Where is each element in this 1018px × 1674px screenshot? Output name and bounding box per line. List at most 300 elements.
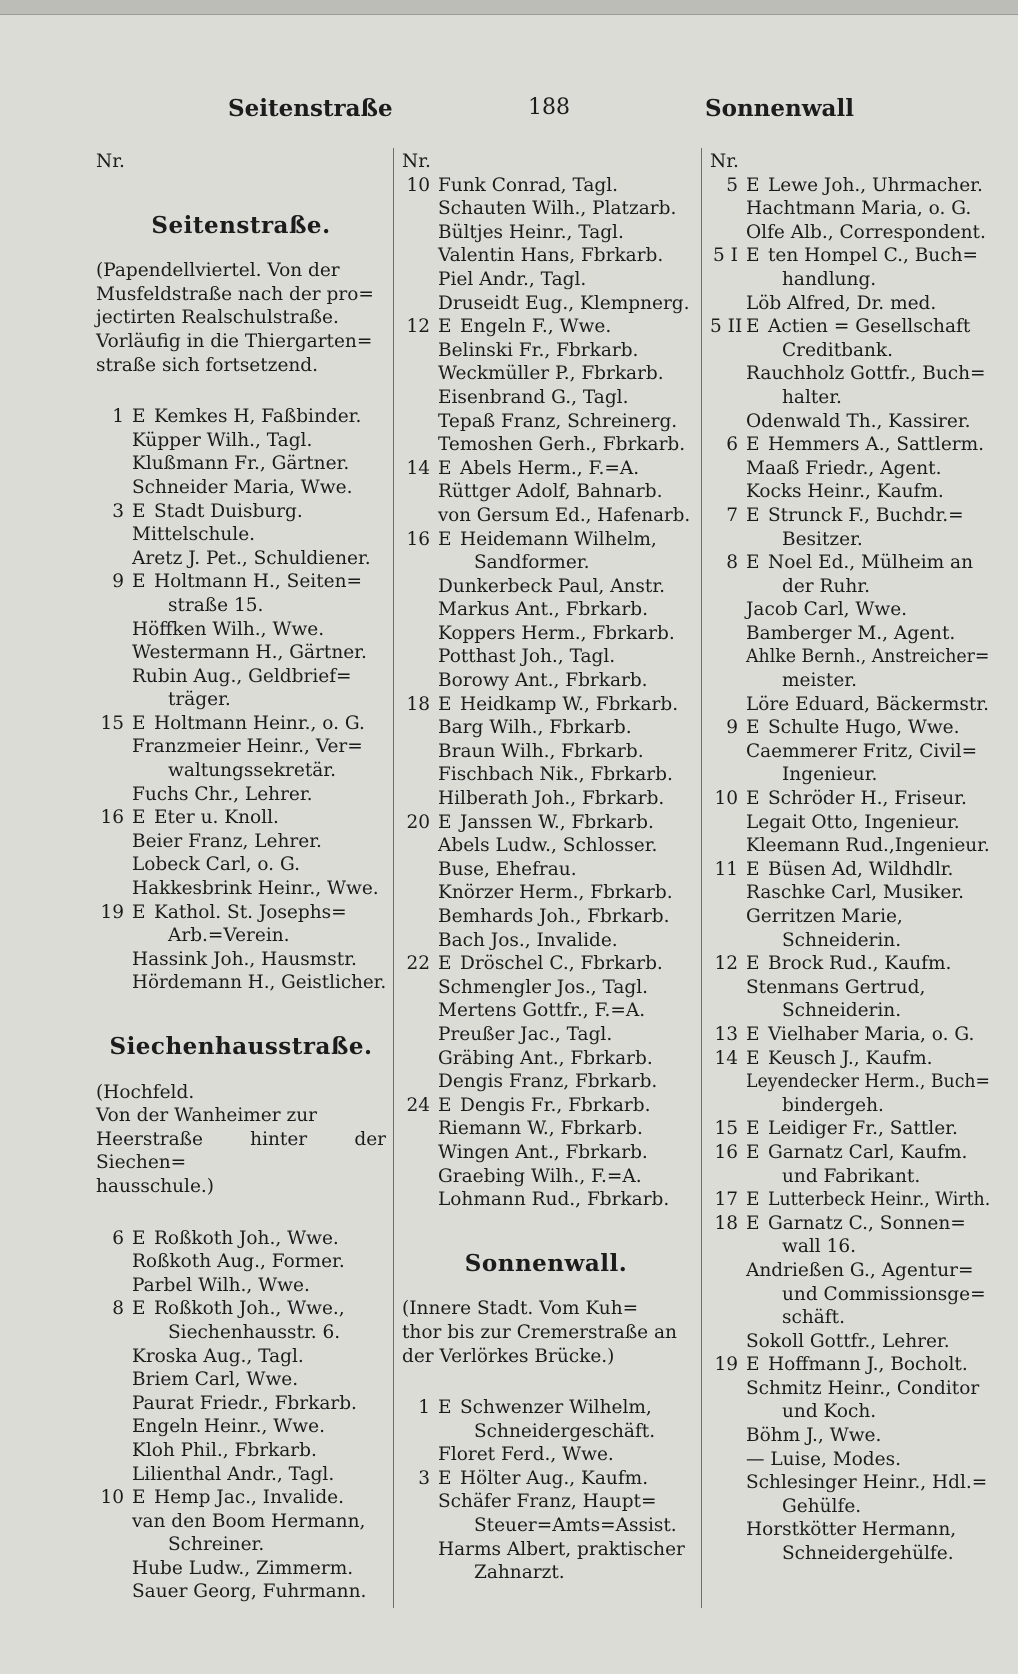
directory-entry	[96, 570, 386, 594]
resident-text: Tepaß Franz, Schreinerg.	[438, 410, 678, 432]
owner-mark: E	[132, 807, 146, 829]
resident-text: Hemp Jac., Invalide.	[154, 1487, 345, 1509]
directory-entry	[402, 787, 690, 811]
directory-entry	[402, 999, 690, 1023]
resident-text: — Luise, Modes.	[746, 1448, 901, 1470]
house-number: 19	[100, 901, 124, 923]
owner-mark: E	[746, 858, 760, 880]
resident-text: Dunkerbeck Paul, Anstr.	[438, 575, 666, 597]
directory-entry	[96, 1463, 386, 1487]
directory-entry	[402, 362, 690, 386]
directory-entry	[402, 1094, 690, 1118]
directory-entry	[710, 1141, 990, 1165]
directory-entry	[402, 1165, 690, 1189]
resident-text: Bültjes Heinr., Tagl.	[438, 221, 624, 243]
directory-entry	[402, 1023, 690, 1047]
directory-entry	[402, 881, 690, 905]
resident-text: Potthast Joh., Tagl.	[438, 646, 616, 668]
house-number: 5 II	[710, 316, 743, 338]
entry-continuation	[710, 1542, 990, 1566]
resident-text: Strunck F., Buchdr.=	[768, 504, 964, 526]
resident-text: Fuchs Chr., Lehrer.	[132, 783, 313, 805]
house-number: 15	[100, 712, 124, 734]
entry-continuation	[710, 929, 990, 953]
directory-entry	[710, 1471, 990, 1495]
directory-entry	[710, 1518, 990, 1542]
directory-entry	[710, 457, 990, 481]
resident-text: Kemkes H, Faßbinder.	[154, 406, 362, 428]
directory-entry	[710, 834, 990, 858]
resident-text: Barg Wilh., Fbrkarb.	[438, 717, 632, 739]
directory-entry	[710, 598, 990, 622]
resident-text: Legait Otto, Ingenieur.	[746, 811, 960, 833]
resident-text: Briem Carl, Wwe.	[132, 1369, 299, 1391]
resident-text: Andrießen G., Agentur=	[746, 1259, 974, 1281]
house-number: 14	[714, 1047, 738, 1069]
street-description	[402, 1297, 690, 1368]
house-number: 9	[112, 571, 124, 593]
column-1	[96, 150, 386, 1604]
directory-entry	[710, 221, 990, 245]
directory-entry	[710, 881, 990, 905]
directory-entry	[402, 858, 690, 882]
resident-text: Büsen Ad, Wildhdlr.	[768, 858, 954, 880]
continuation-text: Gehülfe.	[782, 1495, 862, 1517]
entry-continuation	[402, 551, 690, 575]
entry-continuation	[710, 1495, 990, 1519]
house-number: 12	[714, 953, 738, 975]
resident-text: ten Hompel C., Buch=	[768, 245, 979, 267]
directory-entry	[96, 405, 386, 429]
resident-text: Beier Franz, Lehrer.	[132, 830, 322, 852]
running-head-right: Sonnenwall	[705, 95, 854, 122]
resident-text: Preußer Jac., Tagl.	[438, 1023, 613, 1045]
owner-mark: E	[746, 953, 760, 975]
house-number: 17	[714, 1189, 738, 1211]
entry-continuation	[96, 688, 386, 712]
directory-entry	[402, 480, 690, 504]
directory-entry	[96, 901, 386, 925]
directory-entry	[402, 1396, 690, 1420]
directory-entry	[710, 480, 990, 504]
resident-text: Keusch J., Kaufm.	[768, 1047, 933, 1069]
resident-text: Hachtmann Maria, o. G.	[746, 198, 972, 220]
house-number: 6	[726, 434, 738, 456]
directory-entry	[402, 693, 690, 717]
directory-entry	[402, 1047, 690, 1071]
directory-entry	[402, 292, 690, 316]
directory-entry	[710, 716, 990, 740]
column-nr-label: Nr.	[402, 151, 431, 172]
house-number: 12	[406, 316, 430, 338]
directory-entry	[710, 858, 990, 882]
directory-entry	[96, 1368, 386, 1392]
directory-entry	[402, 1467, 690, 1491]
directory-entry	[402, 410, 690, 434]
resident-text: Olfe Alb., Correspondent.	[746, 221, 986, 243]
owner-mark: E	[746, 1189, 760, 1211]
continuation-text: Ingenieur.	[782, 764, 878, 786]
directory-entry	[402, 1141, 690, 1165]
resident-text: Dröschel C., Fbrkarb.	[460, 953, 663, 975]
resident-text: Eter u. Knoll.	[154, 807, 279, 829]
page-header	[0, 95, 1018, 135]
house-number: 7	[726, 504, 738, 526]
house-number: 10	[714, 788, 738, 810]
directory-entry	[96, 712, 386, 736]
owner-mark: E	[746, 504, 760, 526]
resident-text: Holtmann Heinr., o. G.	[154, 712, 365, 734]
owner-mark: E	[438, 1397, 452, 1419]
resident-text: Schmengler Jos., Tagl.	[438, 976, 649, 998]
resident-text: Markus Ant., Fbrkarb.	[438, 599, 648, 621]
directory-entry	[402, 763, 690, 787]
directory-entry	[96, 523, 386, 547]
resident-text: Valentin Hans, Fbrkarb.	[438, 245, 664, 267]
directory-entry	[96, 971, 386, 995]
column-nr-label: Nr.	[96, 151, 125, 172]
column-rule-1	[393, 148, 394, 1608]
directory-entry	[402, 386, 690, 410]
house-number: 18	[406, 693, 430, 715]
continuation-text: schäft.	[782, 1307, 845, 1329]
resident-text: Löre Eduard, Bäckermstr.	[746, 693, 989, 715]
house-number: 14	[406, 457, 430, 479]
directory-entry	[402, 221, 690, 245]
resident-text: Jacob Carl, Wwe.	[746, 599, 908, 621]
entry-continuation	[710, 386, 990, 410]
directory-entry	[710, 362, 990, 386]
description-line: Vorläufig in die Thiergarten=	[96, 330, 373, 352]
resident-text: Parbel Wilh., Wwe.	[132, 1274, 310, 1296]
entry-continuation	[96, 1321, 386, 1345]
entry-continuation	[96, 1533, 386, 1557]
owner-mark: E	[746, 717, 760, 739]
owner-mark: E	[746, 245, 760, 267]
directory-entry	[402, 528, 690, 552]
continuation-text: meister.	[782, 670, 857, 692]
directory-entry	[402, 645, 690, 669]
resident-text: Mittelschule.	[132, 524, 256, 546]
resident-text: Heidkamp W., Fbrkarb.	[460, 693, 679, 715]
resident-text: Abels Herm., F.=A.	[460, 457, 640, 479]
directory-entry	[710, 551, 990, 575]
directory-entry	[96, 665, 386, 689]
resident-text: Roßkoth Aug., Former.	[132, 1251, 345, 1273]
owner-mark: E	[746, 1118, 760, 1140]
street-description	[96, 259, 386, 377]
directory-entry	[402, 1070, 690, 1094]
resident-text: Schneider Maria, Wwe.	[132, 476, 353, 498]
owner-mark: E	[746, 1141, 760, 1163]
description-line: (Hochfeld.	[96, 1081, 195, 1103]
resident-text: Hakkesbrink Heinr., Wwe.	[132, 878, 379, 900]
directory-entry	[96, 830, 386, 854]
column-2	[402, 150, 690, 1585]
entry-continuation	[710, 268, 990, 292]
directory-entry	[402, 433, 690, 457]
directory-entry	[402, 504, 690, 528]
directory-entry	[402, 197, 690, 221]
directory-entry	[96, 618, 386, 642]
directory-entry	[96, 948, 386, 972]
resident-text: Garnatz C., Sonnen=	[768, 1212, 966, 1234]
house-number: 11	[714, 858, 738, 880]
resident-text: Belinski Fr., Fbrkarb.	[438, 339, 639, 361]
resident-text: Schwenzer Wilhelm,	[460, 1397, 652, 1419]
directory-entry	[96, 500, 386, 524]
entry-continuation	[96, 759, 386, 783]
resident-text: Lewe Joh., Uhrmacher.	[768, 174, 983, 196]
resident-text: Odenwald Th., Kassirer.	[746, 410, 971, 432]
resident-text: Schlesinger Heinr., Hdl.=	[746, 1472, 988, 1494]
resident-text: Stadt Duisburg.	[154, 500, 303, 522]
directory-entry	[96, 1557, 386, 1581]
house-number: 8	[112, 1298, 124, 1320]
directory-entry	[96, 1297, 386, 1321]
owner-mark: E	[438, 1467, 452, 1489]
continuation-text: und Koch.	[782, 1401, 877, 1423]
continuation-text: Besitzer.	[782, 528, 863, 550]
owner-mark: E	[746, 316, 760, 338]
continuation-text: Steuer=Amts=Assist.	[474, 1515, 677, 1537]
directory-entry	[710, 645, 990, 669]
resident-text: Holtmann H., Seiten=	[154, 571, 363, 593]
directory-entry	[710, 622, 990, 646]
entry-continuation	[710, 669, 990, 693]
description-line: Von der Wanheimer zur	[96, 1105, 317, 1127]
directory-entry	[96, 1415, 386, 1439]
entry-continuation	[710, 999, 990, 1023]
resident-text: Wingen Ant., Fbrkarb.	[438, 1141, 648, 1163]
resident-text: Brock Rud., Kaufm.	[768, 953, 952, 975]
house-number: 15	[714, 1118, 738, 1140]
owner-mark: E	[438, 316, 452, 338]
directory-entry	[402, 811, 690, 835]
continuation-text: und Commissionsge=	[782, 1283, 986, 1305]
directory-entry	[402, 1117, 690, 1141]
directory-entry	[710, 1448, 990, 1472]
resident-text: Mertens Gottfr., F.=A.	[438, 1000, 646, 1022]
directory-entry	[402, 976, 690, 1000]
directory-entry	[710, 1188, 990, 1212]
house-number: 16	[406, 528, 430, 550]
owner-mark: E	[746, 1023, 760, 1045]
house-number: 3	[418, 1467, 430, 1489]
entry-continuation	[710, 1094, 990, 1118]
resident-text: Kocks Heinr., Kaufm.	[746, 481, 944, 503]
house-number: 8	[726, 552, 738, 574]
directory-entry	[402, 268, 690, 292]
resident-text: Borowy Ant., Fbrkarb.	[438, 670, 648, 692]
directory-entry	[710, 1212, 990, 1236]
resident-text: Lohmann Rud., Fbrkarb.	[438, 1189, 670, 1211]
directory-entry	[96, 877, 386, 901]
resident-text: Küpper Wilh., Tagl.	[132, 429, 313, 451]
directory-entry	[710, 174, 990, 198]
resident-text: Hilberath Joh., Fbrkarb.	[438, 788, 665, 810]
directory-entry	[710, 1259, 990, 1283]
directory-entry	[710, 693, 990, 717]
resident-text: Temoshen Gerh., Fbrkarb.	[438, 434, 686, 456]
directory-entry	[402, 669, 690, 693]
owner-mark: E	[132, 1298, 146, 1320]
resident-text: Maaß Friedr., Agent.	[746, 457, 942, 479]
resident-text: Funk Conrad, Tagl.	[438, 174, 619, 196]
column-rule-2	[701, 148, 702, 1608]
directory-entry	[710, 504, 990, 528]
directory-entry	[710, 787, 990, 811]
continuation-text: wall 16.	[782, 1236, 856, 1258]
resident-text: Druseidt Eug., Klempnerg.	[438, 292, 690, 314]
entry-continuation	[710, 1165, 990, 1189]
house-number: 3	[112, 500, 124, 522]
description-line: jectirten Realschulstraße.	[96, 307, 339, 329]
continuation-text: Schneidergeschäft.	[474, 1420, 656, 1442]
entry-continuation	[710, 575, 990, 599]
resident-text: Garnatz Carl, Kaufm.	[768, 1141, 968, 1163]
directory-entry	[402, 1490, 690, 1514]
directory-entry	[402, 905, 690, 929]
continuation-text: halter.	[782, 386, 842, 408]
resident-text: Westermann H., Gärtner.	[132, 642, 367, 664]
resident-text: Weckmüller P., Fbrkarb.	[438, 363, 664, 385]
continuation-text: Zahnarzt.	[474, 1562, 565, 1584]
directory-entry	[710, 952, 990, 976]
house-number: 6	[112, 1227, 124, 1249]
resident-text: Graebing Wilh., F.=A.	[438, 1165, 642, 1187]
resident-text: Rubin Aug., Geldbrief=	[132, 665, 352, 687]
directory-entry	[710, 740, 990, 764]
directory-entry	[710, 811, 990, 835]
resident-text: Janssen W., Fbrkarb.	[460, 811, 654, 833]
resident-text: Caemmerer Fritz, Civil=	[746, 740, 978, 762]
resident-text: Raschke Carl, Musiker.	[746, 882, 965, 904]
column-nr-label: Nr.	[710, 151, 739, 172]
resident-text: Heidemann Wilhelm,	[460, 528, 657, 550]
resident-text: Ahlke Bernh., Anstreicher=	[746, 646, 990, 668]
owner-mark: E	[438, 953, 452, 975]
directory-entry	[96, 1227, 386, 1251]
resident-text: Leidiger Fr., Sattler.	[768, 1118, 958, 1140]
entry-continuation	[710, 1400, 990, 1424]
owner-mark: E	[438, 811, 452, 833]
owner-mark: E	[746, 434, 760, 456]
owner-mark: E	[132, 1227, 146, 1249]
directory-entry	[96, 806, 386, 830]
resident-text: Böhm J., Wwe.	[746, 1425, 882, 1447]
street-heading: Siechenhausstraße.	[109, 1033, 373, 1060]
resident-text: Schmitz Heinr., Conditor	[746, 1377, 980, 1399]
entry-continuation	[710, 1306, 990, 1330]
owner-mark: E	[132, 712, 146, 734]
resident-text: Braun Wilh., Fbrkarb.	[438, 740, 644, 762]
continuation-text: Siechenhausstr. 6.	[168, 1321, 341, 1343]
owner-mark: E	[132, 571, 146, 593]
resident-text: Gerritzen Marie,	[746, 906, 903, 927]
owner-mark: E	[132, 1487, 146, 1509]
page-top-edge	[0, 0, 1018, 15]
resident-text: Leyendecker Herm., Buch=	[746, 1071, 991, 1093]
description-line: Heerstraße hinter der Siechen=	[96, 1128, 386, 1174]
continuation-text: Schneiderin.	[782, 1000, 902, 1022]
directory-entry	[402, 834, 690, 858]
directory-entry	[96, 1274, 386, 1298]
directory-entry	[710, 1330, 990, 1354]
resident-text: Schäfer Franz, Haupt=	[438, 1491, 657, 1513]
directory-entry	[402, 622, 690, 646]
owner-mark: E	[746, 1047, 760, 1069]
resident-text: Roßkoth Joh., Wwe.	[154, 1227, 339, 1249]
description-line: straße sich fortsetzend.	[96, 354, 319, 376]
directory-entry	[402, 1188, 690, 1212]
continuation-text: handlung.	[782, 268, 877, 290]
directory-entry	[96, 735, 386, 759]
resident-text: Gräbing Ant., Fbrkarb.	[438, 1047, 653, 1069]
house-number: 18	[714, 1212, 738, 1234]
directory-entry	[402, 929, 690, 953]
directory-entry	[96, 641, 386, 665]
directory-entry	[402, 740, 690, 764]
directory-entry	[402, 575, 690, 599]
house-number: 19	[714, 1354, 738, 1376]
directory-entry	[710, 1117, 990, 1141]
resident-text: Eisenbrand G., Tagl.	[438, 386, 629, 408]
resident-text: Roßkoth Joh., Wwe.,	[154, 1298, 345, 1320]
resident-text: Löb Alfred, Dr. med.	[746, 292, 937, 314]
directory-entry	[710, 1047, 990, 1071]
house-number: 5	[726, 174, 738, 196]
directory-entry	[402, 457, 690, 481]
directory-entry	[710, 1023, 990, 1047]
resident-text: Hassink Joh., Hausmstr.	[132, 948, 357, 970]
running-head-left: Seitenstraße	[228, 95, 393, 122]
resident-text: Bach Jos., Invalide.	[438, 929, 618, 951]
resident-text: Kleemann Rud.,Ingenieur.	[746, 835, 990, 857]
owner-mark: E	[438, 693, 452, 715]
resident-text: van den Boom Hermann,	[132, 1510, 366, 1532]
resident-text: Koppers Herm., Fbrkarb.	[438, 622, 675, 644]
resident-text: Kroska Aug., Tagl.	[132, 1345, 304, 1367]
directory-entry	[402, 598, 690, 622]
directory-entry	[96, 1510, 386, 1534]
directory-entry	[96, 476, 386, 500]
page-number: 188	[528, 95, 570, 120]
house-number: 10	[100, 1487, 124, 1509]
resident-text: Hemmers A., Sattlerm.	[768, 434, 985, 456]
owner-mark: E	[132, 500, 146, 522]
house-number: 22	[406, 953, 430, 975]
resident-text: Vielhaber Maria, o. G.	[768, 1023, 975, 1045]
directory-entry	[96, 1392, 386, 1416]
continuation-text: träger.	[168, 689, 231, 711]
directory-entry	[710, 315, 990, 339]
resident-text: Lutterbeck Heinr., Wirth.	[768, 1189, 991, 1211]
directory-entry	[402, 1443, 690, 1467]
resident-text: Riemann W., Fbrkarb.	[438, 1118, 643, 1140]
owner-mark: E	[132, 901, 146, 923]
continuation-text: bindergeh.	[782, 1094, 884, 1116]
owner-mark: E	[746, 552, 760, 574]
directory-entry	[710, 1353, 990, 1377]
resident-text: Piel Andr., Tagl.	[438, 268, 587, 290]
directory-entry	[710, 976, 990, 1000]
continuation-text: der Ruhr.	[782, 575, 870, 597]
entry-continuation	[710, 763, 990, 787]
directory-entry	[96, 429, 386, 453]
house-number: 24	[406, 1094, 430, 1116]
resident-text: Hölter Aug., Kaufm.	[460, 1467, 649, 1489]
